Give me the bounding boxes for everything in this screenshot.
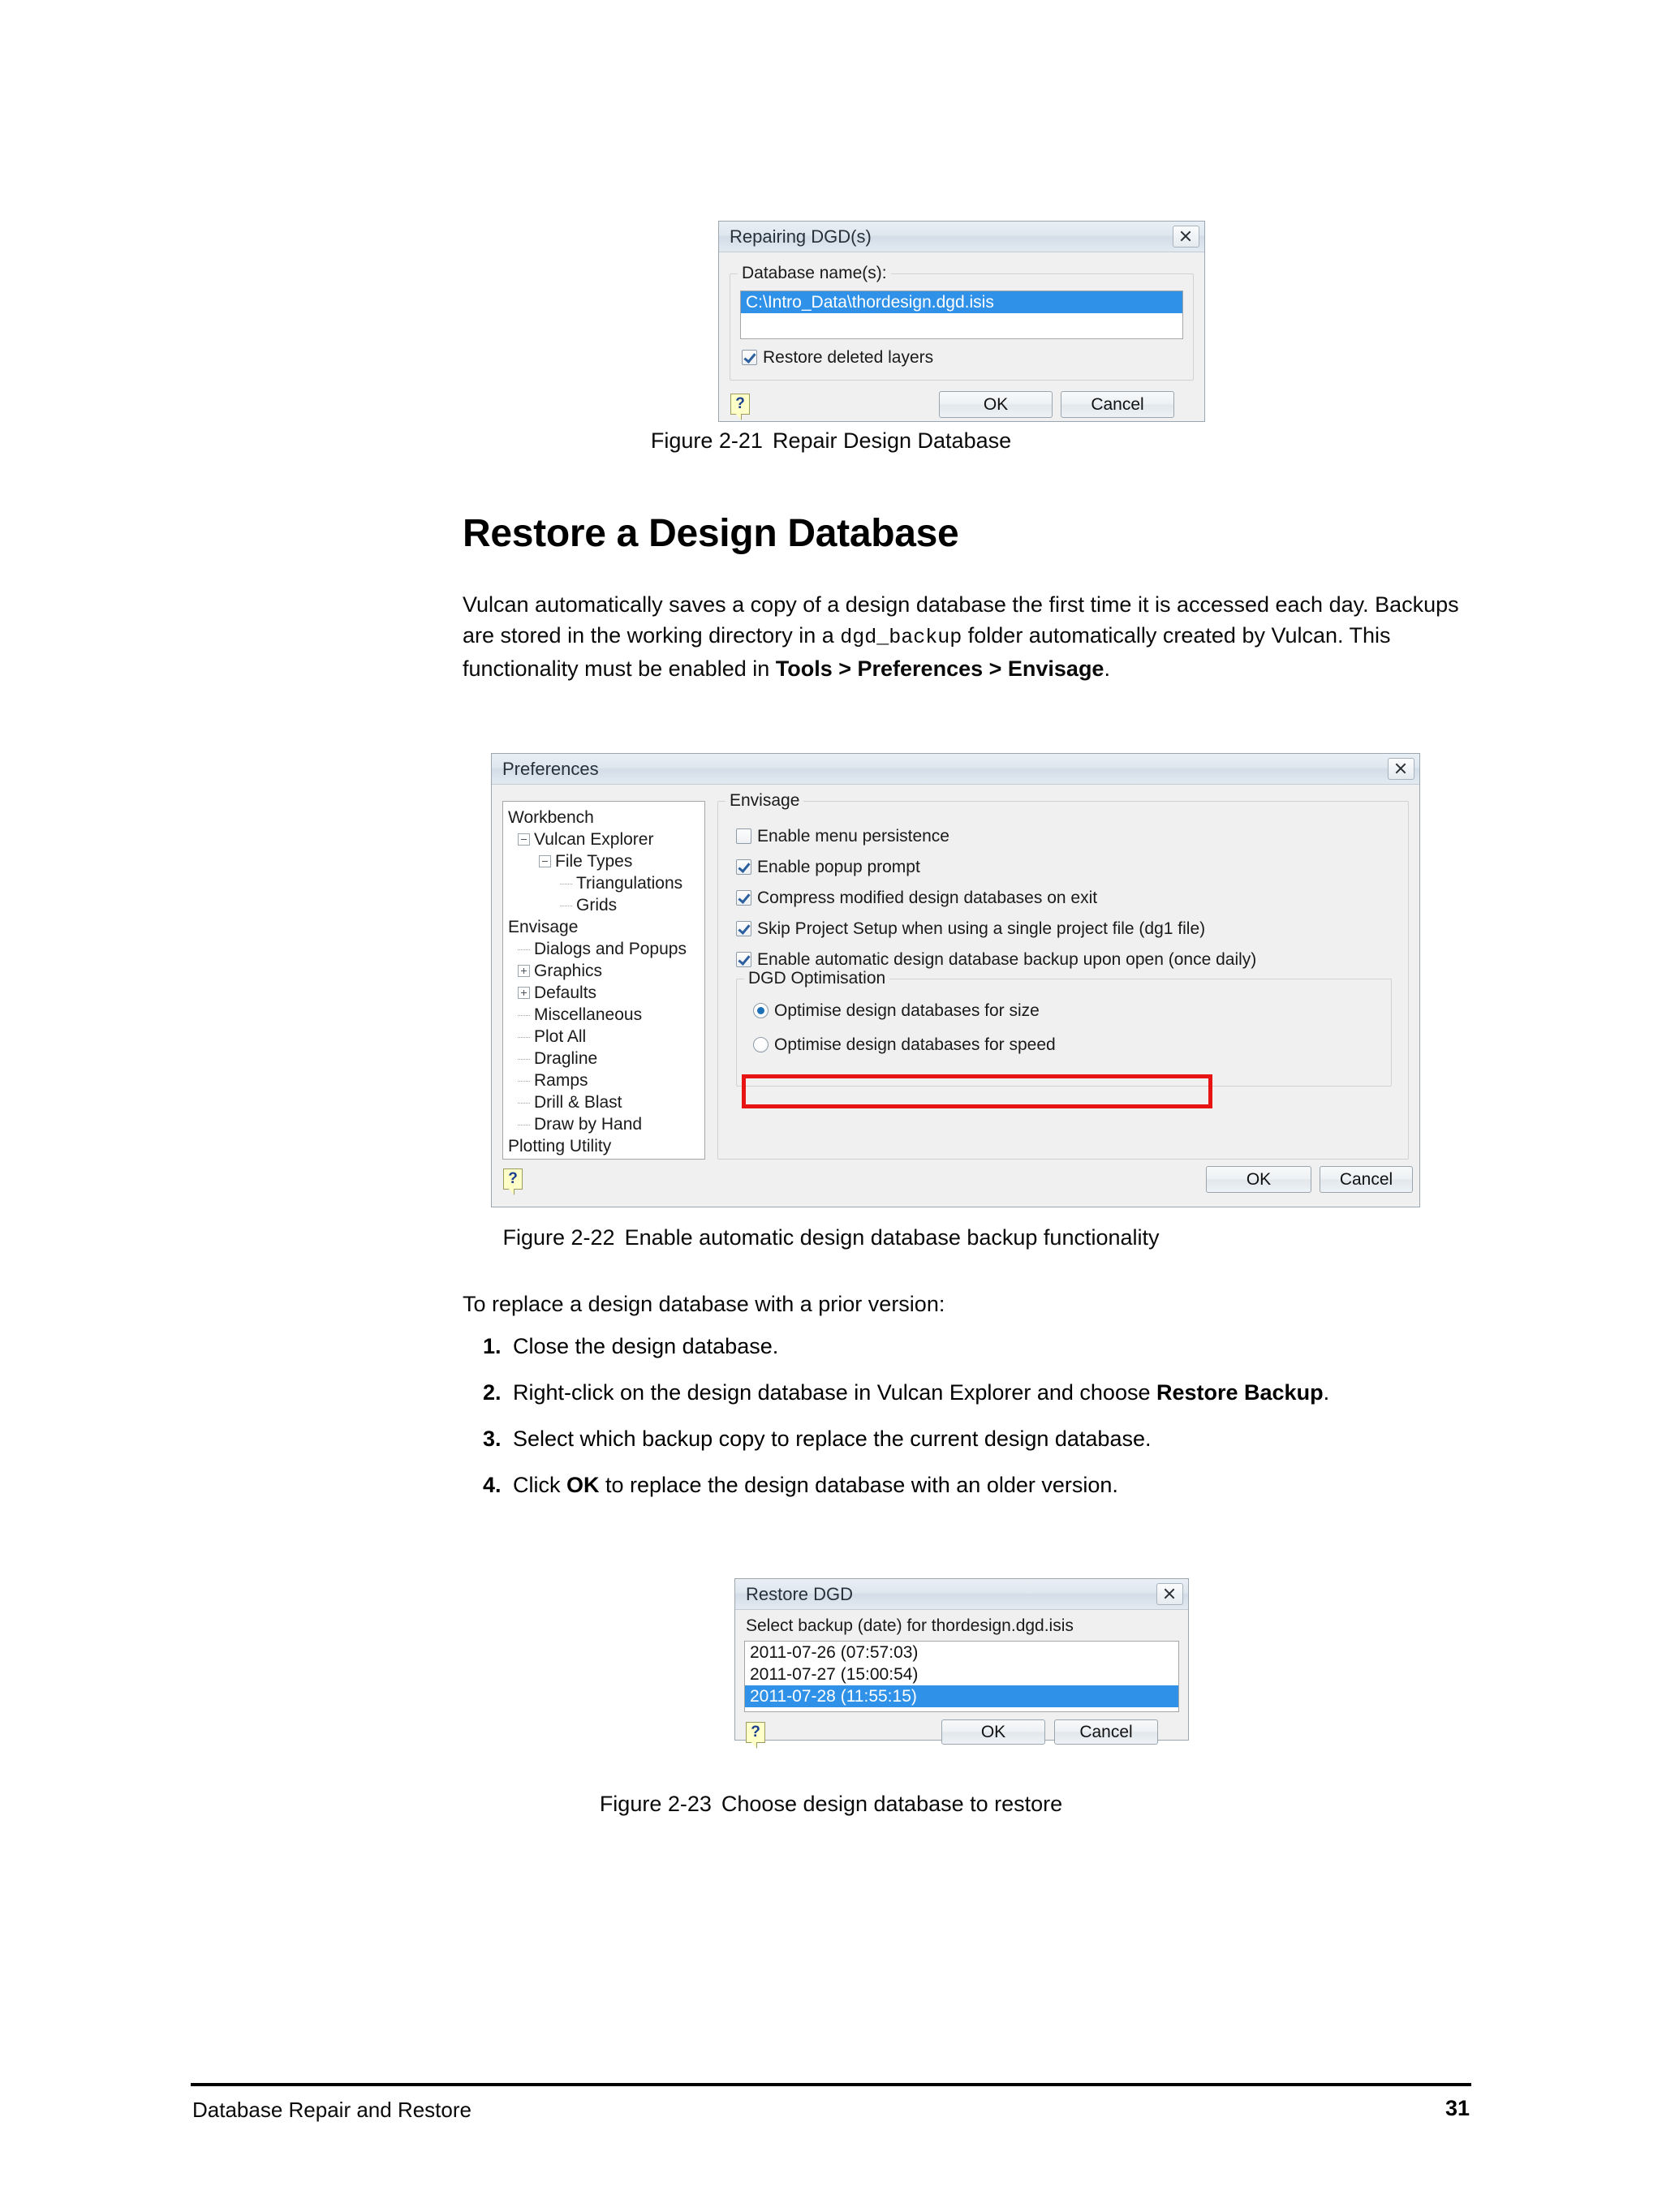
step-post: .	[1323, 1380, 1330, 1405]
sidebar-item-dialogs-and-popups[interactable]	[506, 938, 701, 960]
restore-dgd-body	[735, 1610, 1188, 1759]
tree-item-label: Draw by Hand	[534, 1115, 643, 1134]
sidebar-item-defaults[interactable]	[506, 982, 701, 1004]
close-icon[interactable]	[1156, 1583, 1183, 1605]
radio-icon[interactable]	[753, 1037, 769, 1052]
close-icon[interactable]	[1388, 758, 1414, 780]
sidebar-item-plotting-utility[interactable]	[506, 1135, 701, 1157]
figure-22-caption	[0, 1225, 1662, 1250]
restore-deleted-layers-checkbox[interactable]	[742, 347, 933, 368]
figure-21-number: Figure 2-21	[650, 428, 763, 453]
step-text	[513, 1423, 1461, 1454]
help-icon[interactable]: ?	[730, 394, 750, 415]
help-icon[interactable]: ?	[746, 1722, 765, 1743]
tree-branch-icon	[560, 884, 572, 885]
database-names-group	[730, 264, 1194, 381]
checkbox-label: Enable menu persistence	[757, 827, 949, 846]
figure-23-text: Choose design database to restore	[721, 1792, 1063, 1816]
sidebar-item-drill-and-blast[interactable]	[506, 1091, 701, 1113]
repairing-dgd-titlebar	[719, 222, 1204, 252]
tree-item-label: Ramps	[534, 1071, 588, 1090]
paragraph-bold-path: Tools > Preferences > Envisage	[775, 656, 1104, 681]
figure-23-number: Figure 2-23	[599, 1792, 712, 1816]
sidebar-item-vulcan-explorer[interactable]	[506, 828, 701, 850]
step-bold: OK	[566, 1473, 600, 1497]
checkbox-label: Skip Project Setup when using a single project file (dg1 file)	[757, 919, 1206, 938]
list-item	[463, 1423, 1461, 1454]
tree-item-label: Envisage	[508, 918, 579, 936]
help-icon[interactable]: ?	[503, 1168, 523, 1190]
dgd-optimisation-group	[736, 969, 1392, 1087]
tree-item-label: Vulcan Explorer	[534, 830, 654, 849]
figure-21-caption	[0, 428, 1662, 454]
step-bold: Restore Backup	[1156, 1380, 1324, 1405]
preferences-tree-list	[503, 802, 704, 1160]
list-item[interactable]: 2011-07-26 (07:57:03)	[750, 1643, 919, 1662]
database-name-listbox[interactable]	[740, 290, 1183, 339]
repairing-dgd-title: Repairing DGD(s)	[730, 226, 872, 247]
checkbox-label: Compress modified design databases on exit	[757, 889, 1098, 907]
ok-button[interactable]: OK	[1206, 1166, 1311, 1193]
sidebar-item-file-types[interactable]	[506, 850, 701, 872]
tree-branch-icon	[518, 949, 530, 951]
tree-item-label: Workbench	[508, 808, 594, 827]
figure-23-caption	[0, 1792, 1662, 1817]
checkbox-icon[interactable]	[742, 350, 757, 365]
instructions-list	[463, 1331, 1461, 1516]
list-item[interactable]: 2011-07-28 (11:55:15)	[745, 1685, 1178, 1707]
checkbox-icon[interactable]	[736, 921, 751, 936]
checkbox-icon[interactable]	[736, 859, 751, 875]
step-text	[513, 1377, 1339, 1408]
checkbox-label: Enable automatic design database backup upon open (once daily)	[757, 950, 1257, 969]
list-item	[463, 1331, 1461, 1362]
envisage-group-label: Envisage	[726, 791, 803, 811]
checkbox-enable-automatic-backup[interactable]	[736, 949, 1408, 970]
repairing-dgd-body	[719, 252, 1204, 433]
step-pre: Right-click on the design database in Vulcan Explorer and choose	[513, 1380, 1156, 1405]
radio-icon[interactable]	[753, 1003, 769, 1018]
sidebar-item-envisage[interactable]	[506, 916, 701, 938]
tree-item-label: Triangulations	[576, 874, 683, 893]
tree-item-label: File Types	[555, 852, 633, 871]
tree-branch-icon	[518, 1081, 530, 1082]
tree-item-label: Plot All	[534, 1027, 587, 1046]
tree-item-label: Plotting Utility	[508, 1137, 612, 1155]
paragraph-code: dgd_backup	[840, 626, 962, 649]
step-number: 3.	[483, 1427, 502, 1451]
sidebar-item-triangulations[interactable]	[506, 872, 701, 894]
sidebar-item-graphics[interactable]	[506, 960, 701, 982]
paragraph-part-2: folder automatically created by Vulcan. This functionality must be enabled in	[463, 623, 1391, 681]
checkbox-enable-menu-persistence[interactable]	[736, 826, 1408, 847]
sidebar-item-ramps[interactable]	[506, 1069, 701, 1091]
radio-label: Optimise design databases for size	[774, 1001, 1040, 1020]
figure-22-number: Figure 2-22	[502, 1225, 615, 1250]
cancel-button[interactable]: Cancel	[1061, 391, 1174, 418]
database-names-label: Database name(s):	[738, 264, 891, 283]
restore-deleted-layers-label: Restore deleted layers	[763, 348, 934, 367]
tree-item-label: Dragline	[534, 1049, 598, 1068]
tree-item-label: Miscellaneous	[534, 1005, 643, 1024]
list-item	[463, 1470, 1461, 1500]
tree-branch-icon	[518, 1037, 530, 1039]
radio-label: Optimise design databases for speed	[774, 1035, 1056, 1054]
tree-item-label: Grids	[576, 896, 618, 914]
page-number: 31	[1445, 2096, 1470, 2120]
tree-branch-icon	[518, 1103, 530, 1104]
list-item	[463, 1377, 1339, 1408]
list-item[interactable]: C:\Intro_Data\thordesign.dgd.isis	[741, 291, 1182, 313]
checkbox-icon[interactable]	[736, 952, 751, 967]
tree-branch-icon	[560, 906, 572, 907]
collapse-minus-icon[interactable]	[539, 855, 551, 867]
envisage-checkbox-list	[718, 802, 1408, 970]
dgd-optimisation-label: DGD Optimisation	[744, 969, 889, 988]
ok-button[interactable]: OK	[941, 1719, 1045, 1745]
tree-branch-icon	[518, 1059, 530, 1061]
checkbox-skip-project-setup[interactable]	[736, 919, 1408, 940]
footer-section-label: Database Repair and Restore	[192, 2098, 471, 2122]
restore-dgd-prompt: Select backup (date) for thordesign.dgd.isis	[746, 1616, 1074, 1635]
tree-item-label: Graphics	[534, 962, 603, 980]
list-item[interactable]: 2011-07-27 (15:00:54)	[750, 1665, 919, 1684]
collapse-minus-icon[interactable]	[518, 833, 530, 846]
step-number: 4.	[483, 1473, 502, 1497]
tree-item-label: Dialogs and Popups	[534, 940, 687, 958]
checkbox-compress-modified-design-databases[interactable]	[736, 888, 1408, 909]
step-post: to replace the design database with an older version.	[599, 1473, 1118, 1497]
checkbox-enable-popup-prompt[interactable]	[736, 857, 1408, 878]
restore-dgd-titlebar	[735, 1579, 1188, 1610]
ok-button[interactable]: OK	[939, 391, 1053, 418]
step-number: 1.	[483, 1334, 502, 1358]
sidebar-item-workbench[interactable]	[506, 807, 701, 828]
tree-branch-icon	[518, 1015, 530, 1017]
checkbox-icon[interactable]	[736, 828, 751, 844]
cancel-button[interactable]: Cancel	[1054, 1719, 1158, 1745]
radio-optimise-for-size[interactable]	[753, 1001, 1391, 1022]
preferences-dialog	[491, 753, 1420, 1207]
preferences-tree[interactable]	[502, 801, 705, 1160]
footer-divider	[191, 2083, 1471, 2086]
step-number: 2.	[483, 1380, 502, 1405]
step-text	[513, 1470, 1461, 1500]
figure-21-text: Repair Design Database	[772, 428, 1012, 453]
sidebar-item-draw-by-hand[interactable]	[506, 1113, 701, 1135]
step-pre: Select which backup copy to replace the current design database.	[513, 1427, 1152, 1451]
preferences-title: Preferences	[502, 758, 599, 779]
backup-list[interactable]	[744, 1641, 1179, 1712]
sidebar-item-grids[interactable]	[506, 894, 701, 916]
cancel-button[interactable]: Cancel	[1320, 1166, 1413, 1193]
paragraph-part-3: .	[1104, 656, 1110, 681]
paragraph-part-1: Vulcan automatically saves a copy of a design database the first time it is accessed each day. Backups are stored in the working directory in a	[463, 592, 1459, 648]
checkbox-label: Enable popup prompt	[757, 858, 920, 876]
step-pre: Click	[513, 1473, 566, 1497]
tree-item-label: Drill & Blast	[534, 1093, 622, 1112]
tree-item-label: Defaults	[534, 983, 597, 1002]
sidebar-item-plot-all[interactable]	[506, 1026, 701, 1048]
expand-plus-icon[interactable]	[518, 987, 530, 999]
repairing-dgd-dialog	[718, 221, 1205, 422]
restore-dgd-dialog	[734, 1578, 1189, 1741]
close-icon[interactable]	[1173, 226, 1199, 247]
highlight-annotation	[742, 1074, 1212, 1108]
step-text	[513, 1331, 1461, 1362]
step-pre: Close the design database.	[513, 1334, 779, 1358]
tree-branch-icon	[518, 1125, 530, 1126]
radio-optimise-for-speed[interactable]	[753, 1035, 1391, 1056]
sidebar-item-miscellaneous[interactable]	[506, 1004, 701, 1026]
page-title: Restore a Design Database	[463, 512, 959, 555]
preferences-titlebar	[492, 754, 1419, 785]
expand-plus-icon[interactable]	[518, 965, 530, 977]
checkbox-icon[interactable]	[736, 890, 751, 906]
section-paragraph	[463, 589, 1466, 684]
instructions-intro: To replace a design database with a prior version:	[463, 1292, 945, 1316]
figure-22-text: Enable automatic design database backup functionality	[624, 1225, 1160, 1250]
restore-dgd-title: Restore DGD	[746, 1583, 854, 1604]
sidebar-item-dragline[interactable]	[506, 1048, 701, 1069]
